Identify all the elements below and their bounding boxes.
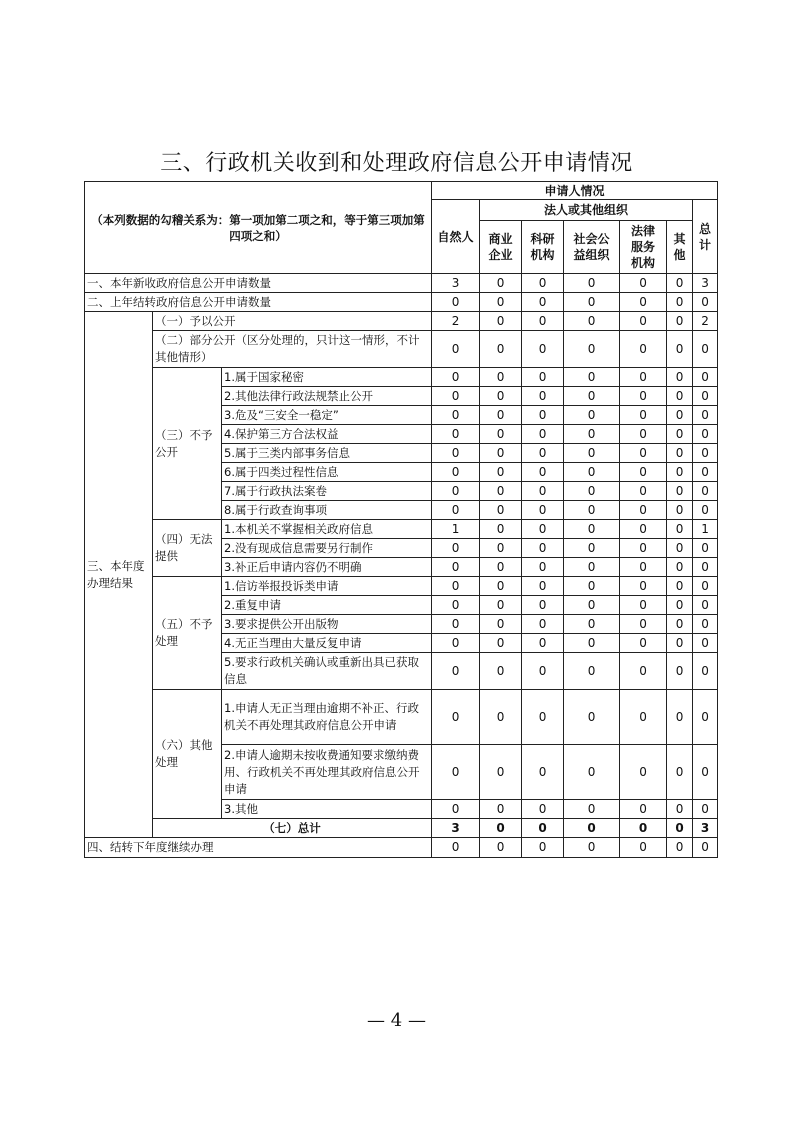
value-cell: 0 [432,745,480,800]
value-cell: 0 [667,539,693,558]
table-row [85,819,718,838]
value-cell: 1 [693,520,718,539]
value-cell: 0 [564,463,620,482]
value-cell: 0 [620,838,667,858]
value-cell: 0 [432,501,480,520]
value-cell: 0 [667,293,693,312]
header-legal-service: 法律服务机构 [620,221,667,274]
value-cell: 0 [522,312,564,331]
value-cell: 0 [564,425,620,444]
value-cell: 0 [432,425,480,444]
value-cell: 0 [564,406,620,425]
value-cell: 0 [432,577,480,596]
value-cell: 0 [432,653,480,690]
value-cell: 0 [693,634,718,653]
header-total: 总计 [693,200,718,274]
value-cell: 0 [564,558,620,577]
value-cell: 0 [667,653,693,690]
value-cell: 2 [432,312,480,331]
value-cell: 0 [620,800,667,819]
value-cell: 0 [432,838,480,858]
value-cell: 0 [480,577,522,596]
value-cell: 0 [693,293,718,312]
value-cell: 0 [480,425,522,444]
header-legal-group: 法人或其他组织 [480,200,693,221]
value-cell: 0 [693,745,718,800]
value-cell: 0 [522,634,564,653]
value-cell: 0 [693,501,718,520]
value-cell: 0 [693,463,718,482]
value-cell: 0 [667,501,693,520]
value-cell: 0 [480,482,522,501]
value-cell: 1 [432,520,480,539]
value-cell: 0 [522,444,564,463]
item-label: 1.信访举报投诉类申请 [222,577,432,596]
value-cell: 0 [620,653,667,690]
value-cell: 0 [667,577,693,596]
value-cell: 0 [667,274,693,293]
value-cell: 0 [432,634,480,653]
table-row [85,838,718,858]
item-label: 6.属于四类过程性信息 [222,463,432,482]
value-cell: 0 [480,331,522,368]
results-group-label: 三、本年度办理结果 [85,312,153,838]
value-cell: 0 [564,539,620,558]
header-commercial: 商业企业 [480,221,522,274]
value-cell: 0 [432,368,480,387]
table-row [85,312,718,331]
item-label: 3.其他 [222,800,432,819]
value-cell: 0 [432,800,480,819]
value-cell: 0 [620,501,667,520]
value-cell: 0 [620,274,667,293]
value-cell: 0 [480,312,522,331]
value-cell: 0 [432,482,480,501]
value-cell: 0 [522,501,564,520]
value-cell: 0 [667,690,693,745]
value-cell: 0 [620,312,667,331]
header-note: （本列数据的勾稽关系为：第一项加第二项之和，等于第三项加第四项之和） [85,182,432,274]
value-cell: 0 [667,838,693,858]
value-cell: 0 [693,387,718,406]
value-cell: 0 [522,293,564,312]
value-cell: 0 [667,634,693,653]
value-cell: 0 [480,653,522,690]
value-cell: 0 [693,596,718,615]
value-cell: 0 [432,558,480,577]
value-cell: 0 [522,406,564,425]
value-cell: 0 [620,331,667,368]
value-cell: 0 [620,745,667,800]
value-cell: 0 [620,520,667,539]
value-cell: 0 [620,425,667,444]
value-cell: 3 [432,274,480,293]
value-cell: 0 [564,596,620,615]
item-label: 3.补正后申请内容仍不明确 [222,558,432,577]
value-cell: 0 [564,577,620,596]
value-cell: 0 [480,800,522,819]
value-cell: 0 [620,482,667,501]
value-cell: 0 [480,368,522,387]
table-row [85,690,718,745]
value-cell: 0 [693,368,718,387]
value-cell: 0 [480,520,522,539]
value-cell: 0 [620,577,667,596]
value-cell: 0 [667,463,693,482]
header-other: 其他 [667,221,693,274]
value-cell: 0 [564,690,620,745]
value-cell: 0 [564,800,620,819]
item-label: 7.属于行政执法案卷 [222,482,432,501]
value-cell: 0 [432,463,480,482]
row-label: 一、本年新收政府信息公开申请数量 [85,274,432,293]
item-label: 3.危及“三安全一稳定” [222,406,432,425]
value-cell: 0 [693,558,718,577]
value-cell: 0 [693,838,718,858]
value-cell: 0 [620,819,667,838]
value-cell: 0 [480,539,522,558]
value-cell: 0 [522,690,564,745]
value-cell: 0 [693,539,718,558]
value-cell: 0 [480,838,522,858]
value-cell: 0 [564,819,620,838]
value-cell: 0 [667,387,693,406]
value-cell: 0 [564,293,620,312]
value-cell: 0 [667,444,693,463]
value-cell: 0 [522,368,564,387]
value-cell: 0 [432,596,480,615]
value-cell: 0 [620,368,667,387]
value-cell: 0 [522,596,564,615]
value-cell: 0 [432,690,480,745]
subgroup-label: （四）无法提供 [153,520,222,577]
item-label: 1.申请人无正当理由逾期不补正、行政机关不再处理其政府信息公开申请 [222,690,432,745]
page-number: — 4 — [367,1010,426,1031]
value-cell: 0 [667,406,693,425]
value-cell: 0 [620,634,667,653]
table-row [85,293,718,312]
value-cell: 0 [693,331,718,368]
value-cell: 0 [693,444,718,463]
value-cell: 0 [620,558,667,577]
value-cell: 2 [693,312,718,331]
value-cell: 3 [693,274,718,293]
table-row [85,274,718,293]
item-label: 1.本机关不掌握相关政府信息 [222,520,432,539]
value-cell: 0 [620,539,667,558]
row-label: （二）部分公开（区分处理的，只计这一情形，不计其他情形） [153,331,432,368]
value-cell: 0 [522,615,564,634]
value-cell: 0 [480,634,522,653]
value-cell: 0 [522,331,564,368]
value-cell: 0 [564,653,620,690]
value-cell: 0 [667,596,693,615]
disclosure-table [84,181,718,858]
value-cell: 0 [480,463,522,482]
value-cell: 0 [564,615,620,634]
value-cell: 0 [564,444,620,463]
value-cell: 0 [522,838,564,858]
value-cell: 0 [522,482,564,501]
header-research: 科研机构 [522,221,564,274]
value-cell: 3 [432,819,480,838]
value-cell: 0 [693,653,718,690]
value-cell: 0 [522,800,564,819]
value-cell: 0 [667,819,693,838]
value-cell: 0 [522,387,564,406]
subgroup-label: （五）不予处理 [153,577,222,690]
value-cell: 0 [620,615,667,634]
value-cell: 0 [522,653,564,690]
value-cell: 0 [480,690,522,745]
value-cell: 0 [667,482,693,501]
row-label: 二、上年结转政府信息公开申请数量 [85,293,432,312]
item-label: 2.没有现成信息需要另行制作 [222,539,432,558]
value-cell: 0 [620,406,667,425]
value-cell: 0 [480,558,522,577]
item-label: 5.属于三类内部事务信息 [222,444,432,463]
value-cell: 0 [480,501,522,520]
value-cell: 0 [564,274,620,293]
value-cell: 0 [620,596,667,615]
value-cell: 0 [620,444,667,463]
table-row [85,520,718,539]
item-label: 4.保护第三方合法权益 [222,425,432,444]
value-cell: 0 [432,293,480,312]
value-cell: 0 [432,539,480,558]
value-cell: 0 [432,406,480,425]
value-cell: 0 [564,520,620,539]
value-cell: 0 [480,387,522,406]
item-label: 3.要求提供公开出版物 [222,615,432,634]
value-cell: 0 [620,463,667,482]
table-row [85,331,718,368]
item-label: 8.属于行政查询事项 [222,501,432,520]
value-cell: 0 [693,406,718,425]
value-cell: 0 [432,331,480,368]
value-cell: 0 [522,577,564,596]
value-cell: 0 [693,482,718,501]
value-cell: 0 [564,745,620,800]
value-cell: 0 [667,368,693,387]
value-cell: 0 [522,425,564,444]
value-cell: 0 [480,444,522,463]
value-cell: 0 [620,293,667,312]
value-cell: 0 [522,558,564,577]
table-row [85,368,718,387]
value-cell: 0 [480,615,522,634]
value-cell: 3 [693,819,718,838]
value-cell: 0 [480,406,522,425]
subgroup-label: （三）不予公开 [153,368,222,520]
value-cell: 0 [667,312,693,331]
value-cell: 0 [564,501,620,520]
value-cell: 0 [432,444,480,463]
value-cell: 0 [693,425,718,444]
value-cell: 0 [564,838,620,858]
value-cell: 0 [693,690,718,745]
value-cell: 0 [667,558,693,577]
value-cell: 0 [667,800,693,819]
value-cell: 0 [480,596,522,615]
item-label: 2.其他法律行政法规禁止公开 [222,387,432,406]
value-cell: 0 [667,745,693,800]
value-cell: 0 [667,520,693,539]
value-cell: 0 [480,819,522,838]
item-label: 4.无正当理由大量反复申请 [222,634,432,653]
row-label: （一）予以公开 [153,312,432,331]
value-cell: 0 [522,539,564,558]
value-cell: 0 [480,293,522,312]
value-cell: 0 [564,482,620,501]
value-cell: 0 [564,312,620,331]
item-label: 2.重复申请 [222,596,432,615]
value-cell: 0 [693,800,718,819]
value-cell: 0 [522,819,564,838]
page-title: 三、行政机关收到和处理政府信息公开申请情况 [160,151,633,176]
table-row [85,577,718,596]
value-cell: 0 [564,387,620,406]
row-label: 四、结转下年度继续办理 [85,838,432,858]
value-cell: 0 [480,274,522,293]
item-label: 1.属于国家秘密 [222,368,432,387]
value-cell: 0 [564,331,620,368]
header-applicant: 申请人情况 [432,182,718,200]
value-cell: 0 [667,331,693,368]
value-cell: 0 [693,577,718,596]
value-cell: 0 [564,634,620,653]
item-label: 5.要求行政机关确认或重新出具已获取信息 [222,653,432,690]
value-cell: 0 [564,368,620,387]
value-cell: 0 [620,690,667,745]
subgroup-label: （六）其他处理 [153,690,222,819]
header-natural-person: 自然人 [432,200,480,274]
value-cell: 0 [667,615,693,634]
value-cell: 0 [522,274,564,293]
value-cell: 0 [693,615,718,634]
value-cell: 0 [522,520,564,539]
value-cell: 0 [480,745,522,800]
value-cell: 0 [522,463,564,482]
header-public-welfare: 社会公益组织 [564,221,620,274]
total-label: （七）总计 [153,819,432,838]
value-cell: 0 [620,387,667,406]
value-cell: 0 [522,745,564,800]
value-cell: 0 [432,387,480,406]
value-cell: 0 [432,615,480,634]
value-cell: 0 [667,425,693,444]
item-label: 2.申请人逾期未按收费通知要求缴纳费用、行政机关不再处理其政府信息公开申请 [222,745,432,800]
